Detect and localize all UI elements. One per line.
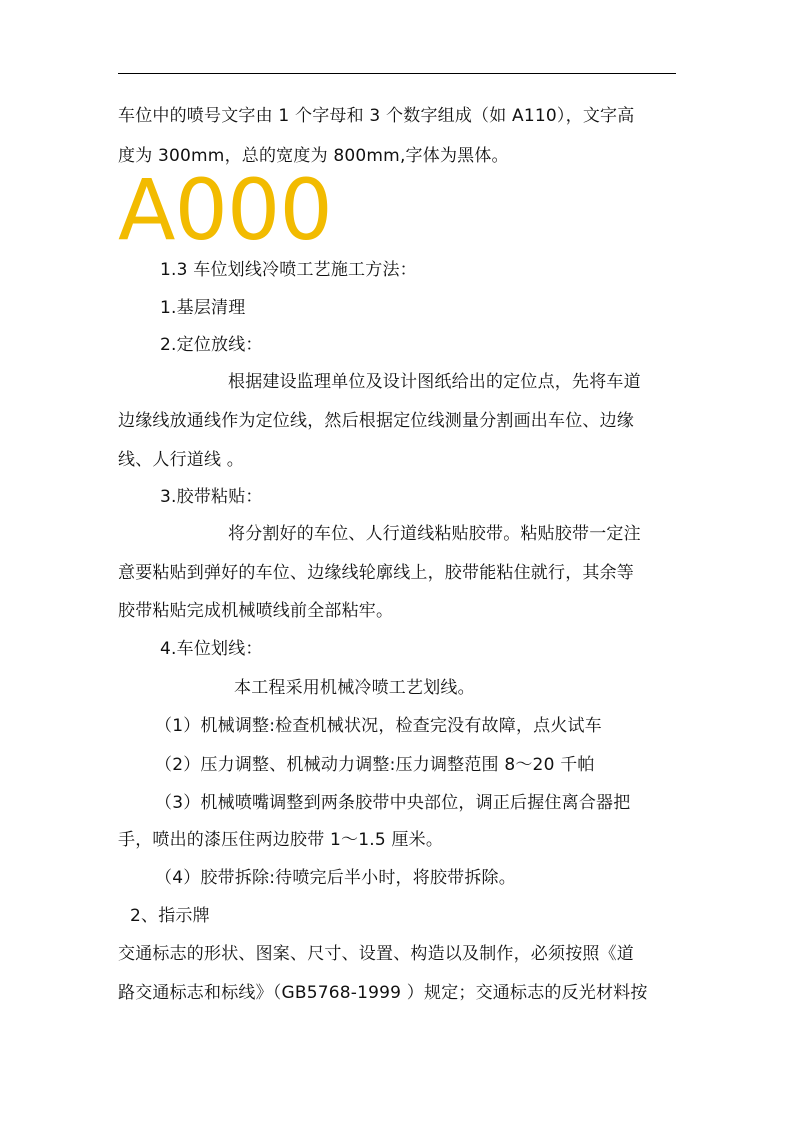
- paragraph-line: 路交通标志和标线》（GB5768-1999 ）规定；交通标志的反光材料按: [118, 983, 648, 1003]
- list-item: （2）压力调整、机械动力调整:压力调整范围 8～20 千帕: [155, 755, 595, 775]
- sample-spray-text: A000: [118, 161, 332, 259]
- step-heading: 4.车位划线：: [160, 639, 263, 659]
- paragraph-line: 根据建设监理单位及设计图纸给出的定位点，先将车道: [228, 372, 641, 392]
- paragraph-line: 边缘线放通线作为定位线，然后根据定位线测量分割画出车位、边缘: [118, 411, 634, 431]
- header-rule: [118, 73, 676, 74]
- paragraph-line: 本工程采用机械冷喷工艺划线。: [234, 678, 475, 698]
- paragraph-line: 度为 300mm，总的宽度为 800mm,字体为黑体。: [118, 146, 509, 166]
- step-heading: 1.基层清理: [160, 298, 246, 318]
- paragraph-line: 交通标志的形状、图案、尺寸、设置、构造以及制作，必须按照《道: [118, 944, 634, 964]
- section-title: 2、指示牌: [130, 906, 210, 926]
- paragraph-line: 意要粘贴到弹好的车位、边缘线轮廓线上，胶带能粘住就行，其余等: [118, 563, 634, 583]
- paragraph-line: 车位中的喷号文字由 1 个字母和 3 个数字组成（如 A110），文字高: [118, 106, 635, 126]
- list-item: （3）机械喷嘴调整到两条胶带中央部位，调正后握住离合器把: [155, 793, 631, 813]
- paragraph-line: 线、人行道线 。: [118, 450, 245, 470]
- paragraph-line: 胶带粘贴完成机械喷线前全部粘牢。: [118, 601, 394, 621]
- paragraph-line: 将分割好的车位、人行道线粘贴胶带。粘贴胶带一定注: [228, 524, 641, 544]
- list-item: （4）胶带拆除:待喷完后半小时，将胶带拆除。: [155, 868, 516, 888]
- step-heading: 2.定位放线：: [160, 335, 263, 355]
- list-item: 手，喷出的漆压住两边胶带 1～1.5 厘米。: [118, 830, 444, 850]
- step-heading: 3.胶带粘贴：: [160, 487, 263, 507]
- list-item: （1）机械调整:检查机械状况，检查完没有故障，点火试车: [155, 716, 602, 736]
- section-title: 1.3 车位划线冷喷工艺施工方法：: [160, 260, 417, 280]
